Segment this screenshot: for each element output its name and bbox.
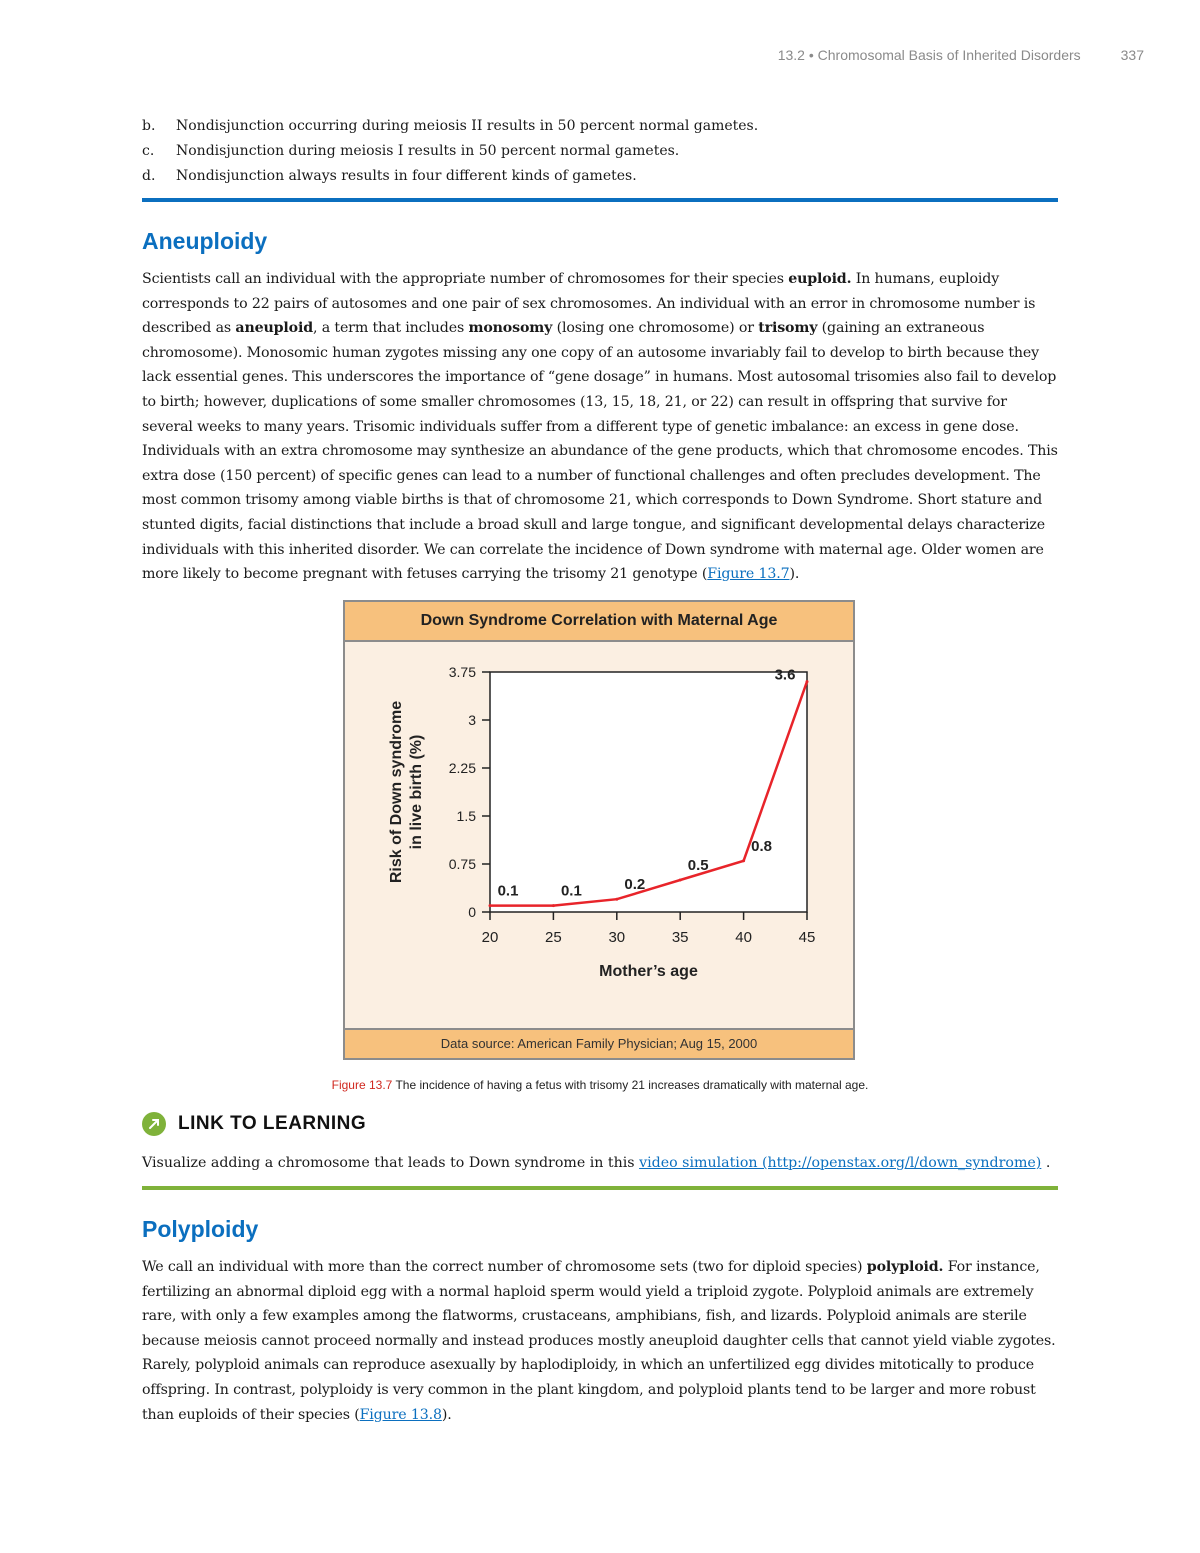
term-trisomy: trisomy [758,320,818,337]
figure-13-8-link[interactable]: Figure 13.8 [359,1406,442,1423]
term-polyploid: polyploid. [866,1259,944,1275]
y-tick-label: 3 [468,712,476,728]
down-syndrome-figure [343,600,855,1060]
figure-caption-text: The incidence of having a fetus with trisomy 21 increases dramatically with maternal age. [392,1078,869,1092]
y-tick-label: 0 [468,904,476,920]
y-tick-label: 3.75 [448,664,476,680]
y-tick-label: 1.5 [456,808,476,824]
page-number: 337 [1120,47,1144,63]
x-axis-label: Mother’s age [599,963,698,980]
data-point [615,898,618,901]
running-head [778,47,1144,63]
x-tick-label: 30 [608,929,626,946]
aneuploidy-paragraph: Scientists call an individual with the appropriate number of chromosomes for their species euploid. In humans, euploidy corresponds to 22 pairs of autosomes and one pair of sex chromosomes. An individual with an error in chromosome number is described as aneuploid, a term that includes monosomy (losing one chromosome) or trisomy (gaining an extraneous chromosome). Monosomic human zygotes missing any one copy of an autosome invariably fail to develop to birth because they lack essential genes. This underscores the importance of “gene dosage” in humans. Most autosomal trisomies also fail to develop to birth; however, duplications of some smaller chromosomes (13, 15, 18, 21, or 22) can result in offspring that survive for several weeks to many years. Trisomic individuals suffer from a different type of genetic imbalance: an excess in gene dose. Individuals with an extra chromosome may synthesize an abundance of the gene products, which that chromosome encodes. This extra dose (150 percent) of specific genes can lead to a number of functional challenges and often precludes development. The most common trisomy among viable births is that of chromosome 21, which corresponds to Down Syndrome. Short stature and stunted digits, facial distinctions that include a broad skull and large tongue, and significant developmental delays characterize individuals with this inherited disorder. We can correlate the incidence of Down syndrome with maternal age. Older women are more likely to become pregnant with fetuses carrying the trisomy 21 genotype (Figure 13.7). [142,271,1058,583]
data-label: 0.1 [497,882,519,900]
polyploidy-paragraph: We call an individual with more than the correct number of chromosome sets (two for diploid species) polyploid. For instance, fertilizing an abnormal diploid egg with a normal haploid sperm would yield a triploid zygote. Polyploid animals are extremely rare, with only a few examples among the flatworms, crustaceans, amphibians, fish, and lizards. Polyploid animals are sterile because meiosis cannot proceed normally and instead produces mostly aneuploid daughter cells that cannot yield viable zygotes. Rarely, polyploid animals can reproduce asexually by haplodiploidy, in which an unfertilized egg divides mitotically to produce offspring. In contrast, polyploidy is very common in the plant kingdom, and polyploid plants tend to be larger and more robust than euploids of their species (Figure 13.8). [142,1259,1056,1423]
answer-letter: d. [142,168,156,184]
video-simulation-link[interactable]: video simulation (http://openstax.org/l/down_syndrome) [639,1155,1042,1171]
term-euploid: euploid. [788,271,852,287]
data-point [806,680,809,683]
link-to-learning-text: Visualize adding a chromosome that leads to Down syndrome in this video simulation (http://openstax.org/l/down_syndrome) . [142,1155,1051,1171]
data-point [489,904,492,907]
link-to-learning-icon [142,1112,166,1136]
data-label: 0.2 [624,876,646,894]
x-tick-label: 25 [545,929,562,946]
data-point [742,859,745,862]
answer-option-b [142,114,1062,139]
data-point [552,904,555,907]
data-label: 0.5 [687,857,709,874]
down-syndrome-chart [345,642,853,1028]
aneuploidy-heading: Aneuploidy [142,228,268,254]
figure-13-7-link[interactable]: Figure 13.7 [707,566,790,583]
answer-options [142,114,1062,189]
answer-option-c [142,139,1062,164]
data-point [679,879,682,882]
chart-source: Data source: American Family Physician; Aug 15, 2000 [345,1028,853,1058]
y-axis-label-line2: in live birth (%) [408,734,425,850]
x-tick-label: 35 [671,929,689,946]
x-tick-label: 20 [481,929,499,946]
link-to-learning-divider [142,1186,1058,1190]
section-title: 13.2 • Chromosomal Basis of Inherited Disorders [777,47,1081,63]
plot-area [490,672,807,912]
answer-letter: b. [142,118,156,134]
x-tick-label: 40 [735,929,752,946]
term-monosomy: monosomy [468,320,553,337]
answer-option-d [142,164,1062,189]
section-divider [142,198,1058,202]
data-label: 3.6 [774,666,796,684]
y-tick-label: 2.25 [448,760,476,776]
link-to-learning-heading: LINK TO LEARNING [178,1113,367,1134]
figure-caption [0,1078,1200,1092]
y-axis-label-line1: Risk of Down syndrome [388,700,405,884]
term-aneuploid: aneuploid [235,320,313,337]
answer-text: Nondisjunction occurring during meiosis II results in 50 percent normal gametes. [176,118,759,134]
y-tick-label: 0.75 [448,856,476,872]
answer-text: Nondisjunction always results in four different kinds of gametes. [176,168,637,184]
figure-label: Figure 13.7 [331,1078,393,1092]
answer-text: Nondisjunction during meiosis I results in 50 percent normal gametes. [176,143,680,159]
polyploidy-heading: Polyploidy [142,1216,259,1242]
link-to-learning-header [142,1112,366,1136]
data-label: 0.8 [751,837,773,855]
data-label: 0.1 [560,882,582,900]
x-tick-label: 45 [798,929,816,946]
chart-title: Down Syndrome Correlation with Maternal Age [345,602,853,642]
answer-letter: c. [142,143,155,159]
